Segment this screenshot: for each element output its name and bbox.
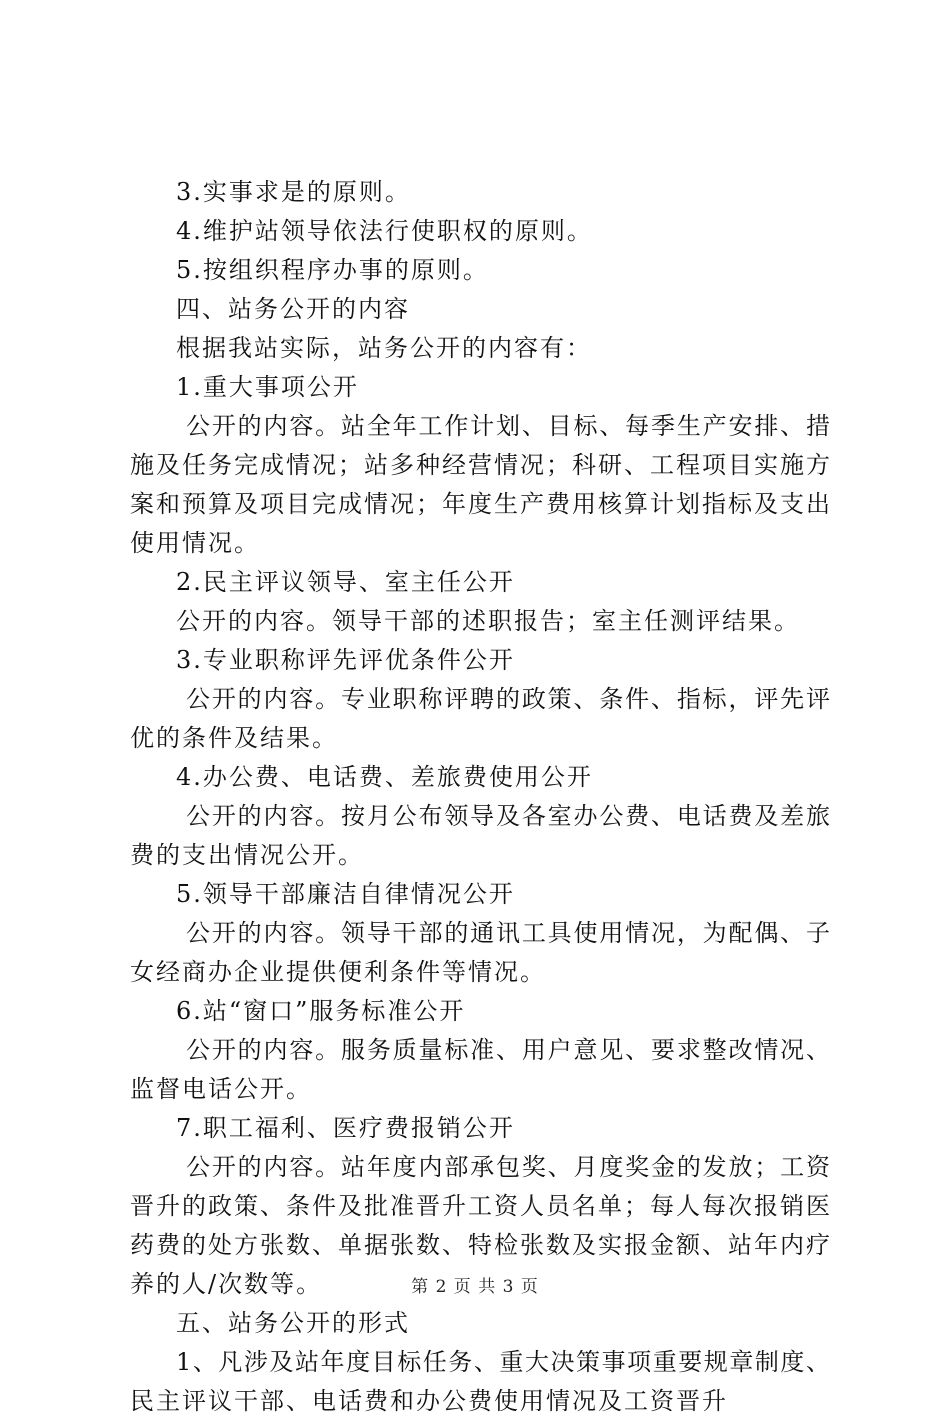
item-heading: 6.站“窗口”服务标准公开 [176, 997, 466, 1025]
body-line: 使用情况。 [130, 529, 260, 557]
body-line: 监督电话公开。 [130, 1075, 312, 1103]
body-line: 根据我站实际，站务公开的内容有： [176, 334, 592, 362]
body-line: 公开的内容。专业职称评聘的政策、条件、指标，评先评 [186, 685, 830, 713]
section-heading: 五、站务公开的形式 [176, 1309, 410, 1337]
body-line: 民主评议干部、电话费和办公费使用情况及工资晋升 [130, 1387, 728, 1415]
body-line: 费的支出情况公开。 [130, 841, 364, 869]
body-line: 公开的内容。站全年工作计划、目标、每季生产安排、措 [186, 412, 830, 440]
body-line: 晋升的政策、条件及批准晋升工资人员名单；每人每次报销医 [130, 1192, 830, 1220]
section-heading: 四、站务公开的内容 [176, 295, 410, 323]
body-line: 养的人/次数等。 [130, 1270, 323, 1298]
body-line: 4.维护站领导依法行使职权的原则。 [176, 217, 593, 245]
document-body [130, 173, 830, 1421]
body-line: 女经商办企业提供便利条件等情况。 [130, 958, 546, 986]
item-heading: 7.职工福利、医疗费报销公开 [176, 1114, 515, 1142]
item-heading: 2.民主评议领导、室主任公开 [176, 568, 515, 596]
body-line: 案和预算及项目完成情况；年度生产费用核算计划指标及支出 [130, 490, 830, 518]
item-heading: 4.办公费、电话费、差旅费使用公开 [176, 763, 593, 791]
body-line: 公开的内容。领导干部的通讯工具使用情况，为配偶、子 [186, 919, 830, 947]
body-line: 公开的内容。站年度内部承包奖、月度奖金的发放；工资 [186, 1153, 830, 1181]
body-line: 公开的内容。按月公布领导及各室办公费、电话费及差旅 [186, 802, 830, 830]
body-line: 优的条件及结果。 [130, 724, 338, 752]
body-line: 施及任务完成情况；站多种经营情况；科研、工程项目实施方 [130, 451, 830, 479]
body-line: 5.按组织程序办事的原则。 [176, 256, 489, 284]
item-heading: 5.领导干部廉洁自律情况公开 [176, 880, 515, 908]
page-footer: 第 2 页 共 3 页 [411, 1277, 539, 1297]
body-line: 公开的内容。领导干部的述职报告；室主任测评结果。 [176, 607, 800, 635]
item-heading: 3.专业职称评先评优条件公开 [176, 646, 515, 674]
item-heading: 1.重大事项公开 [176, 373, 359, 401]
body-line: 1、凡涉及站年度目标任务、重大决策事项重要规章制度、 [176, 1348, 830, 1376]
body-line: 公开的内容。服务质量标准、用户意见、要求整改情况、 [186, 1036, 830, 1064]
body-line: 3.实事求是的原则。 [176, 178, 411, 206]
body-line: 药费的处方张数、单据张数、特检张数及实报金额、站年内疗 [130, 1231, 830, 1259]
